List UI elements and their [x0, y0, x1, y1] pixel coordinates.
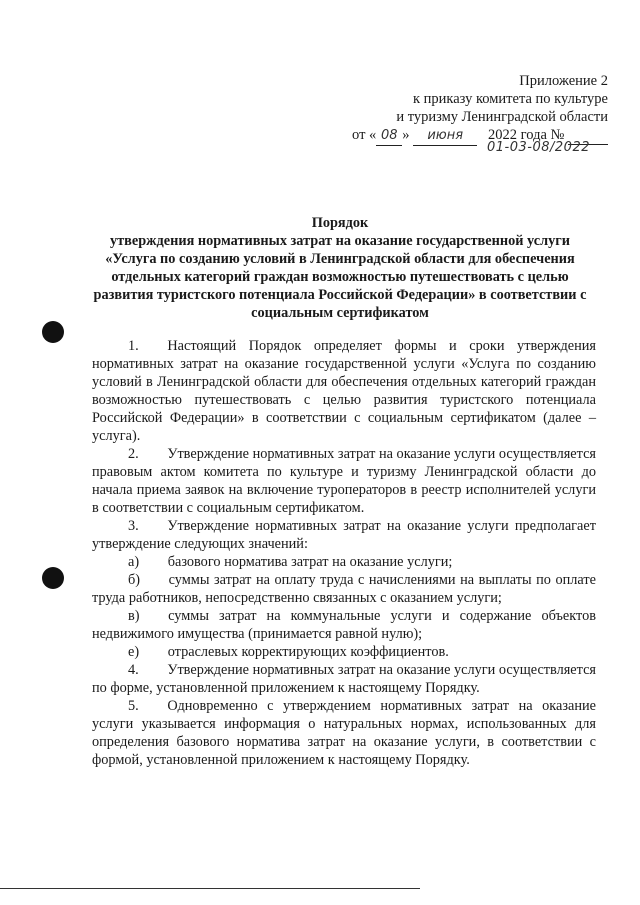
date-month: июня: [427, 128, 464, 143]
paragraph-4: 4. Утверждение нормативных затрат на оказание услуги осуществляется по форме, установленной приложением к настоящему Порядку.: [92, 662, 596, 696]
list-item-e: е) отраслевых корректирующих коэффициентов.: [128, 644, 449, 660]
date-year: 2022 года №: [488, 127, 565, 143]
list-item-a: а) базового норматива затрат на оказание услуги;: [128, 554, 453, 570]
appendix-label: Приложение 2: [519, 73, 608, 89]
paragraph-1: 1. Настоящий Порядок определяет формы и сроки утверждения нормативных затрат на оказание государственной услуги «Услуга по созданию условий в Ленинградской области для обеспечения отдельных категорий граждан возможностью путешествовать с целью развития туристского потенциала Российской Федерации» в соответствии с социальным сертификатом (далее – услуга).: [92, 338, 596, 444]
registration-number: 01-03-08/2022: [487, 140, 590, 155]
document-title: [90, 214, 590, 322]
title-heading: Порядок: [311, 215, 369, 231]
date-day: 08: [381, 128, 398, 143]
list-item-b: б) суммы затрат на оплату труда с начислениями на выплаты по оплате труда работников, непосредственно связанных с оказанием услуги;: [92, 572, 596, 606]
order-line-2: и туризму Ленинградской области: [396, 109, 608, 125]
order-line-1: к приказу комитета по культуре: [412, 91, 608, 107]
appendix-header: [288, 72, 608, 146]
punch-hole-top: [42, 321, 64, 343]
date-mid: »: [402, 127, 410, 143]
title-subject: утверждения нормативных затрат на оказание государственной услуги «Услуга по созданию условий в Ленинградской области для обеспечения отдельных категорий граждан возможностью путешествовать с целью развития туристского потенциала Российской Федерации» в соответствии с социальным сертификатом: [93, 233, 587, 321]
paragraph-5: 5. Одновременно с утверждением нормативных затрат на оказание услуги указывается информация о натуральных нормах, использованных для определения базового норматива затрат на оказание услуги, в соответствии с формой, установленной приложением к настоящему Порядку.: [92, 698, 596, 768]
footer-rule: [0, 888, 420, 889]
date-prefix: от «: [352, 127, 377, 143]
paragraph-3: 3. Утверждение нормативных затрат на оказание услуги предполагает утверждение следующих значений:: [92, 518, 596, 552]
paragraph-2: 2. Утверждение нормативных затрат на оказание услуги осуществляется правовым актом комитета по культуре и туризму Ленинградской области до начала приема заявок на включение туроператоров в реестр исполнителей услуги в соответствии с социальным сертификатом.: [92, 446, 596, 516]
date-day-field: [376, 126, 402, 146]
document-body: [92, 337, 596, 769]
punch-hole-bottom: [42, 567, 64, 589]
date-month-field: [413, 126, 477, 146]
list-item-v: в) суммы затрат на коммунальные услуги и содержание объектов недвижимого имущества (принимается равной нулю);: [92, 608, 596, 642]
